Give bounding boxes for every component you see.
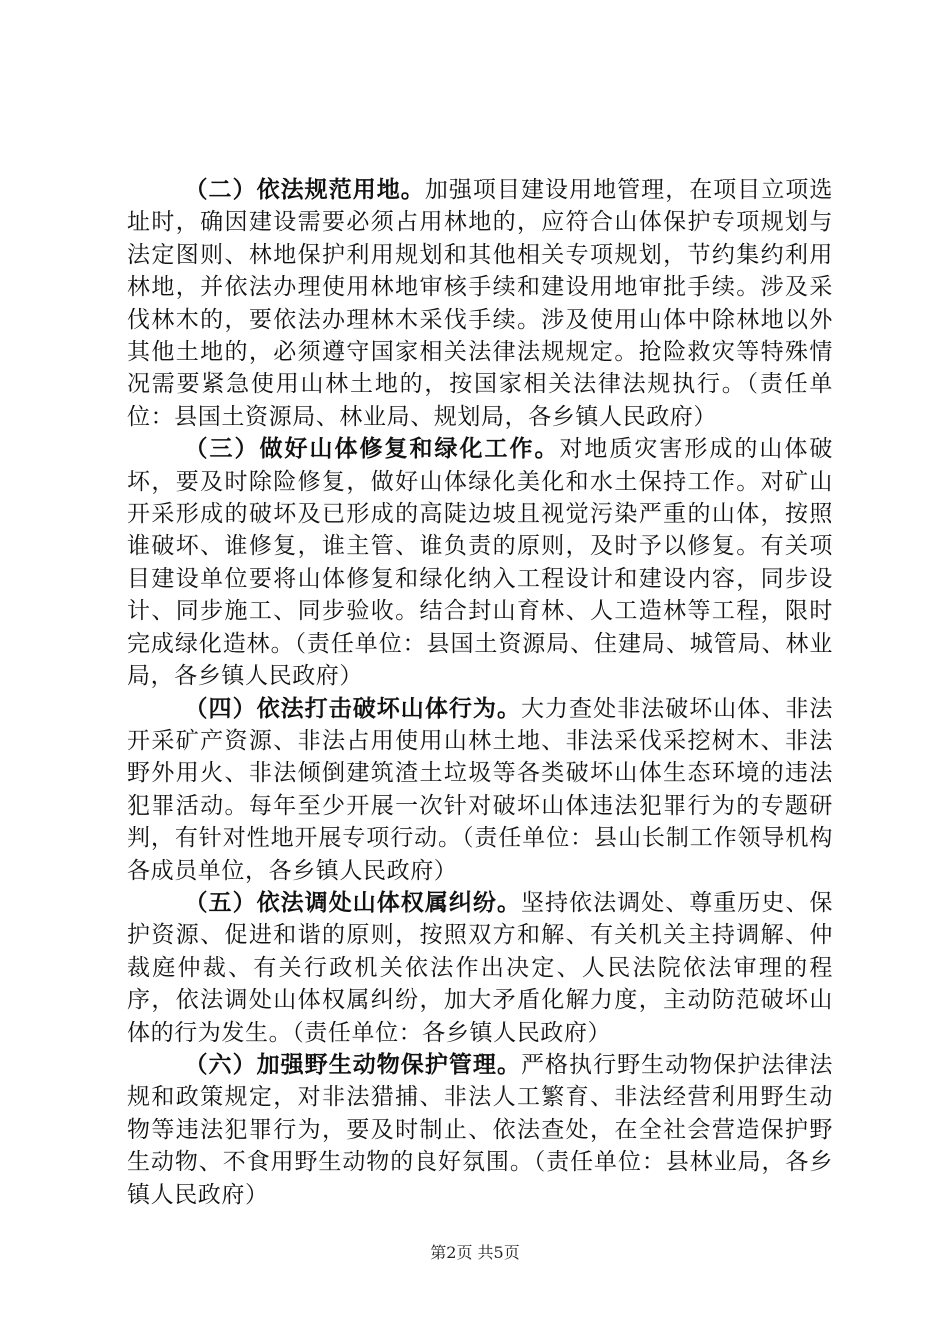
paragraph-disputes — [127, 887, 833, 1049]
paragraph-heading: （二）依法规范用地。 — [184, 177, 425, 203]
paragraph-restoration — [127, 433, 833, 692]
paragraph-heading: （六）加强野生动物保护管理。 — [184, 1051, 521, 1078]
paragraph-text: 对地质灾害形成的山体破坏，要及时除险修复，做好山体绿化美化和水土保持工作。对矿山开采形成的破坏及已形成的高陡边坡且视觉污染严重的山体，按照谁破坏、谁修复，谁主管、谁负责的原则，及时予以修复。有关项目建设单位要将山体修复和绿化纳入工程设计和建设内容，同步设计、同步施工、同步验收。结合封山育林、人工造林等工程，限时完成绿化造林。（责任单位：县国土资源局、住建局、城管局、林业局，各乡镇人民政府） — [127, 436, 833, 690]
paragraph-heading: （五）依法调处山体权属纠纷。 — [184, 889, 521, 916]
paragraph-enforcement — [127, 693, 833, 887]
paragraph-text: 严格执行野生动物保护法律法规和政策规定，对非法猎捕、非法人工繁育、非法经营利用野生动物等违法犯罪行为，要及时制止、依法查处，在全社会营造保护野生动物、不食用野生动物的良好氛围。（责任单位：县林业局，各乡镇人民政府） — [127, 1051, 833, 1208]
paragraph-heading: （三）做好山体修复和绿化工作。 — [184, 436, 560, 463]
paragraph-heading: （四）依法打击破坏山体行为。 — [184, 695, 521, 722]
paragraph-text: 大力查处非法破坏山体、非法开采矿产资源、非法占用使用山林土地、非法采伐采挖树木、非法野外用火、非法倾倒建筑渣土垃圾等各类破坏山体生态环境的违法犯罪活动。每年至少开展一次针对破坏山体违法犯罪行为的专题研判，有针对性地开展专项行动。（责任单位：县山长制工作领导机构各成员单位，各乡镇人民政府） — [127, 695, 833, 884]
document-body — [127, 174, 833, 1211]
paragraph-wildlife — [127, 1049, 833, 1211]
paragraph-text: 加强项目建设用地管理，在项目立项选址时，确因建设需要必须占用林地的，应符合山体保护专项规划与法定图则、林地保护利用规划和其他相关专项规划，节约集约利用林地，并依法办理使用林地审核手续和建设用地审批手续。涉及采伐林木的，要依法办理林木采伐手续。涉及使用山体中除林地以外其他土地的，必须遵守国家相关法律法规规定。抢险救灾等特殊情况需要紧急使用山林土地的，按国家相关法律法规执行。（责任单位：县国土资源局、林业局、规划局，各乡镇人民政府） — [127, 177, 834, 430]
paragraph-land-use — [127, 174, 833, 433]
paragraph-text: 坚持依法调处、尊重历史、保护资源、促进和谐的原则，按照双方和解、有关机关主持调解、仲裁庭仲裁、有关行政机关依法作出决定、人民法院依法审理的程序，依法调处山体权属纠纷，加大矛盾化解力度，主动防范破坏山体的行为发生。（责任单位：各乡镇人民政府） — [127, 889, 833, 1046]
page-number-footer: 第2页 共5页 — [430, 1243, 520, 1262]
